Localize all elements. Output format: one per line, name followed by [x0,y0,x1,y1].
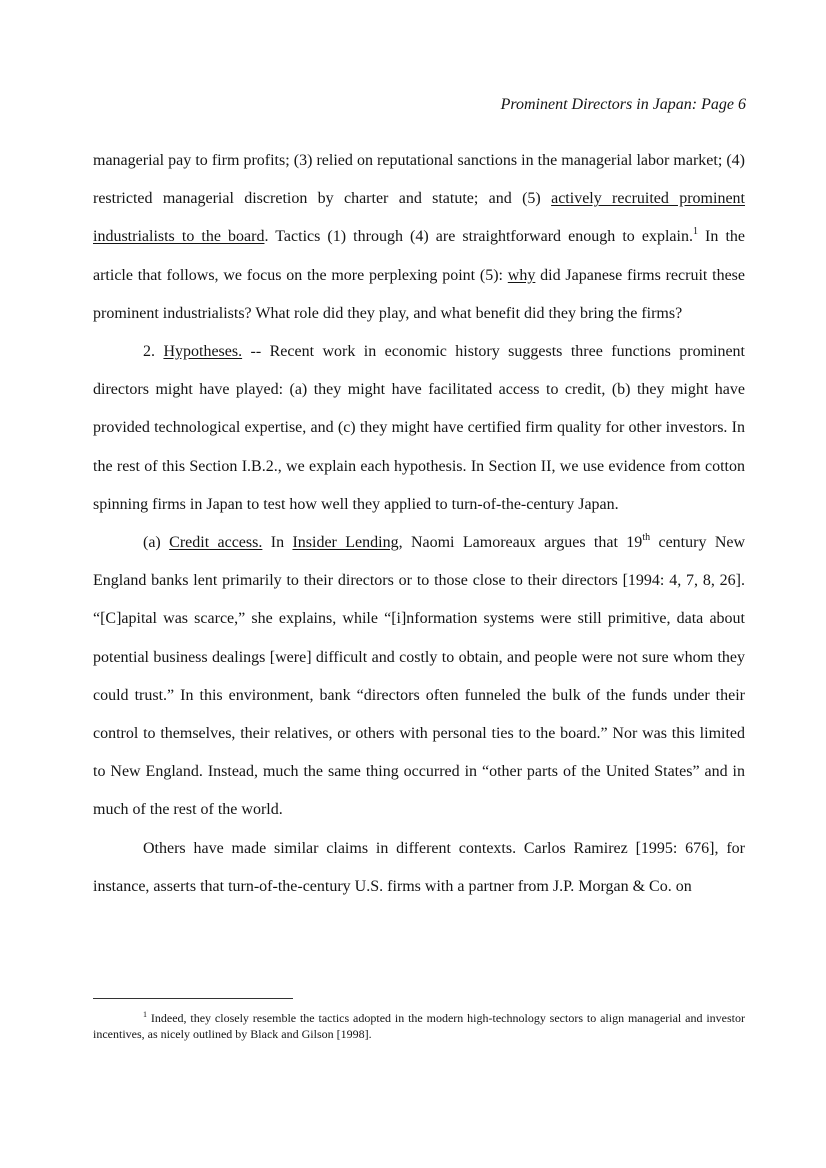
text-span: . Tactics (1) through (4) are straightforward enough to explain. [264,228,693,246]
footnote-reference[interactable]: 1 [692,226,698,238]
footnote [93,1010,745,1042]
text-span: century New England banks lent primarily to their directors or to those close to their directors [1994: 4, 7, 8, 26]. “[C]apital was scarce,” she explains, while “[i]nformation systems were still primitive, data about potential business dealings [were] difficult and costly to obtain, and people were not sure whom they could trust.” In this environment, bank “directors often funneled the bulk of the funds under their control to themselves, their relatives, or others with personal ties to the board.” Nor was this limited to New England. Instead, much the same thing occurred in “other parts of the United States” and in much of the rest of the world. [93,534,746,819]
paragraph-1 [93,142,745,333]
section-heading-credit-access: Credit access. [169,534,263,552]
paragraph-4 [93,830,745,906]
footnote-text: Indeed, they closely resemble the tactics adopted in the modern high-technology sectors to align managerial and investor incentives, as nicely outlined by Black and Gilson [1998]. [93,1011,745,1041]
section-heading-hypotheses: Hypotheses. [163,343,243,361]
underlined-phrase: actively recruited prominent industrialists to the board [93,190,745,246]
text-span: In the article that follows, we focus on the more perplexing point (5): [93,228,746,284]
running-header: Prominent Directors in Japan: Page 6 [500,96,746,113]
text-span: (a) [143,534,170,552]
text-span: Others have made similar claims in different contexts. Carlos Ramirez [1995: 676], for instance, asserts that turn-of-the-century U.S. firms with a partner from J.P. Morgan & Co. on [93,839,745,895]
footnote-divider [93,998,293,999]
paragraph-3 [93,524,745,830]
text-span: -- Recent work in economic history suggests three functions prominent directors might have played: (a) they might have facilitated access to credit, (b) they might have provided technological expertise, and (c) they might have certified firm quality for other investors. In the rest of this Section I.B.2., we explain each hypothesis. In Section II, we use evidence from cotton spinning firms in Japan to test how well they applied to turn-of-the-century Japan. [93,343,746,513]
text-span: 2. [143,343,164,361]
paragraph-2 [93,333,745,524]
text-span: did Japanese firms recruit these prominent industrialists? What role did they play, and what benefit did they bring the firms? [93,266,746,322]
footnote-marker: 1 [143,1010,147,1019]
underlined-word: why [507,266,536,284]
text-span: , Naomi Lamoreaux argues that 19 [398,534,643,552]
text-span: In [262,534,293,552]
text-span: managerial pay to firm profits; (3) relied on reputational sanctions in the managerial labor market; (4) restricted managerial discretion by charter and statute; and (5) [93,152,745,208]
ordinal-suffix: th [642,532,651,544]
book-title: Insider Lending [292,534,399,552]
body-text [93,142,745,906]
